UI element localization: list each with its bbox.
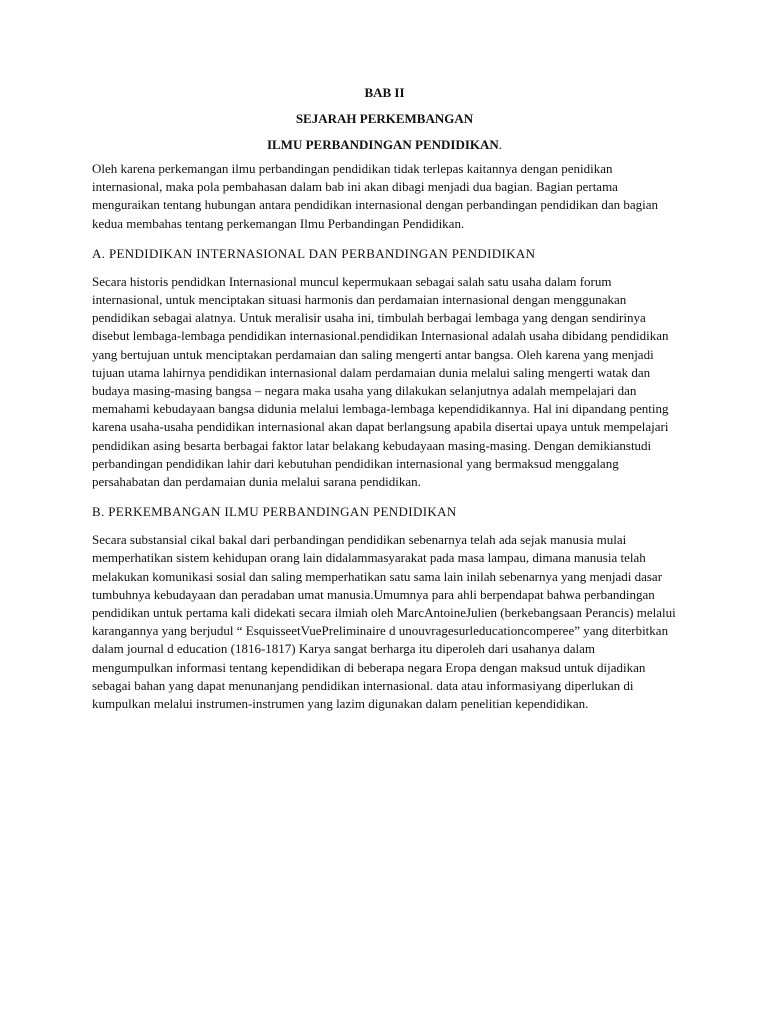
section-a-body: Secara historis pendidkan Internasional muncul kepermukaan sebagai salah satu usaha dalam forum internasional, untuk menciptakan situasi harmonis dan perdamaian internasional dengan menggunakan pendidikan sebagai alatnya. Untuk meralisir usaha ini, timbulah berbagai lembaga yang dengan sendirinya disebut lembaga-lembaga pendidikan internasional.pendidikan Internasional adalah usaha dibidang pendidikan yang bertujuan untuk menciptakan perdamaian dan saling mengerti antar bangsa. Oleh karena yang menjadi tujuan utama lahirnya pendidikan internasional dalam perdamaian dunia melalui saling mengerti watak dan budaya masing-masing bangsa – negara maka usaha yang dilakukan selanjutnya adalah mempelajari dan memahami kebudayaan bangsa didunia melalui lembaga-lembaga kependidikannya. Hal ini dipandang penting karena usaha-usaha pendidikan internasional akan dapat berlangsung apabila disertai upaya untuk mempelajari pendidikan asing besarta berbagai faktor latar belakang kebudayaan masing-masing. Dengan demikianstudi perbandingan pendidikan lahir dari kebutuhan pendidikan internasional yang bermaksud menggalang persahabatan dan perdamaian dunia melalui sarana pendidikan. — [92, 273, 669, 490]
title-line-2 — [92, 136, 677, 154]
title-line-1-text: SEJARAH PERKEMBANGAN — [295, 111, 474, 126]
title-line-1 — [92, 110, 677, 128]
title-line-2-text: ILMU PERBANDINGAN PENDIDIKAN — [266, 137, 499, 152]
chapter-label: BAB II — [364, 85, 405, 100]
section-b-body: Secara substansial cikal bakal dari perbandingan pendidikan sebenarnya telah ada sejak manusia mulai memperhatikan sistem kehidupan orang lain didalammasyarakat pada masa lampau, dimana manusia telah melakukan komunikasi sosial dan saling memperhatikan satu sama lain inilah sebenarnya yang menjadi dasar tumbuhnya kebudayaan dan peradaban umat manusia.Umumnya para ahli berpendapat bahwa perbandingan pendidikan untuk pertama kali didekati secara ilmiah oleh MarcAntoineJulien (berkebangsaan Perancis) melalui karangannya yang berjudul “ EsquisseetVuePreliminaire d unouvragesurleducationcomperee” yang diterbitkan dalam journal d education (1816-1817) Karya sangat berharga itu diperoleh dari usahanya dalam mengumpulkan informasi tentang kependidikan di beberapa negara Eropa dengan maksud untuk dijadikan sebagai bahan yang dapat menunanjang pendidikan internasional. data atau informasiyang diperlukan di kumpulkan melalui instrumen-instrumen yang lazim digunakan dalam penelitian kependidikan. — [92, 532, 676, 712]
section-b-title: B. PERKEMBANGAN ILMU PERBANDINGAN PENDIDIKAN — [92, 504, 457, 520]
title-line-2-trail: . — [498, 137, 503, 152]
section-a-title: A. PENDIDIKAN INTERNASIONAL DAN PERBANDINGAN PENDIDIKAN — [92, 245, 536, 261]
intro-paragraph: Oleh karena perkemangan ilmu perbandingan pendidikan tidak terlepas kaitannya dengan penidikan internasional, maka pola pembahasan dalam bab ini akan dibagi menjadi dua bagian. Bagian pertama menguraikan tentang hubungan antara pendidikan internasional dengan perbandingan pendidikan dan bagian kedua membahas tentang perkemangan Ilmu Perbandingan Pendidikan. — [92, 161, 659, 231]
document-page — [92, 84, 677, 725]
chapter-heading — [92, 84, 677, 102]
